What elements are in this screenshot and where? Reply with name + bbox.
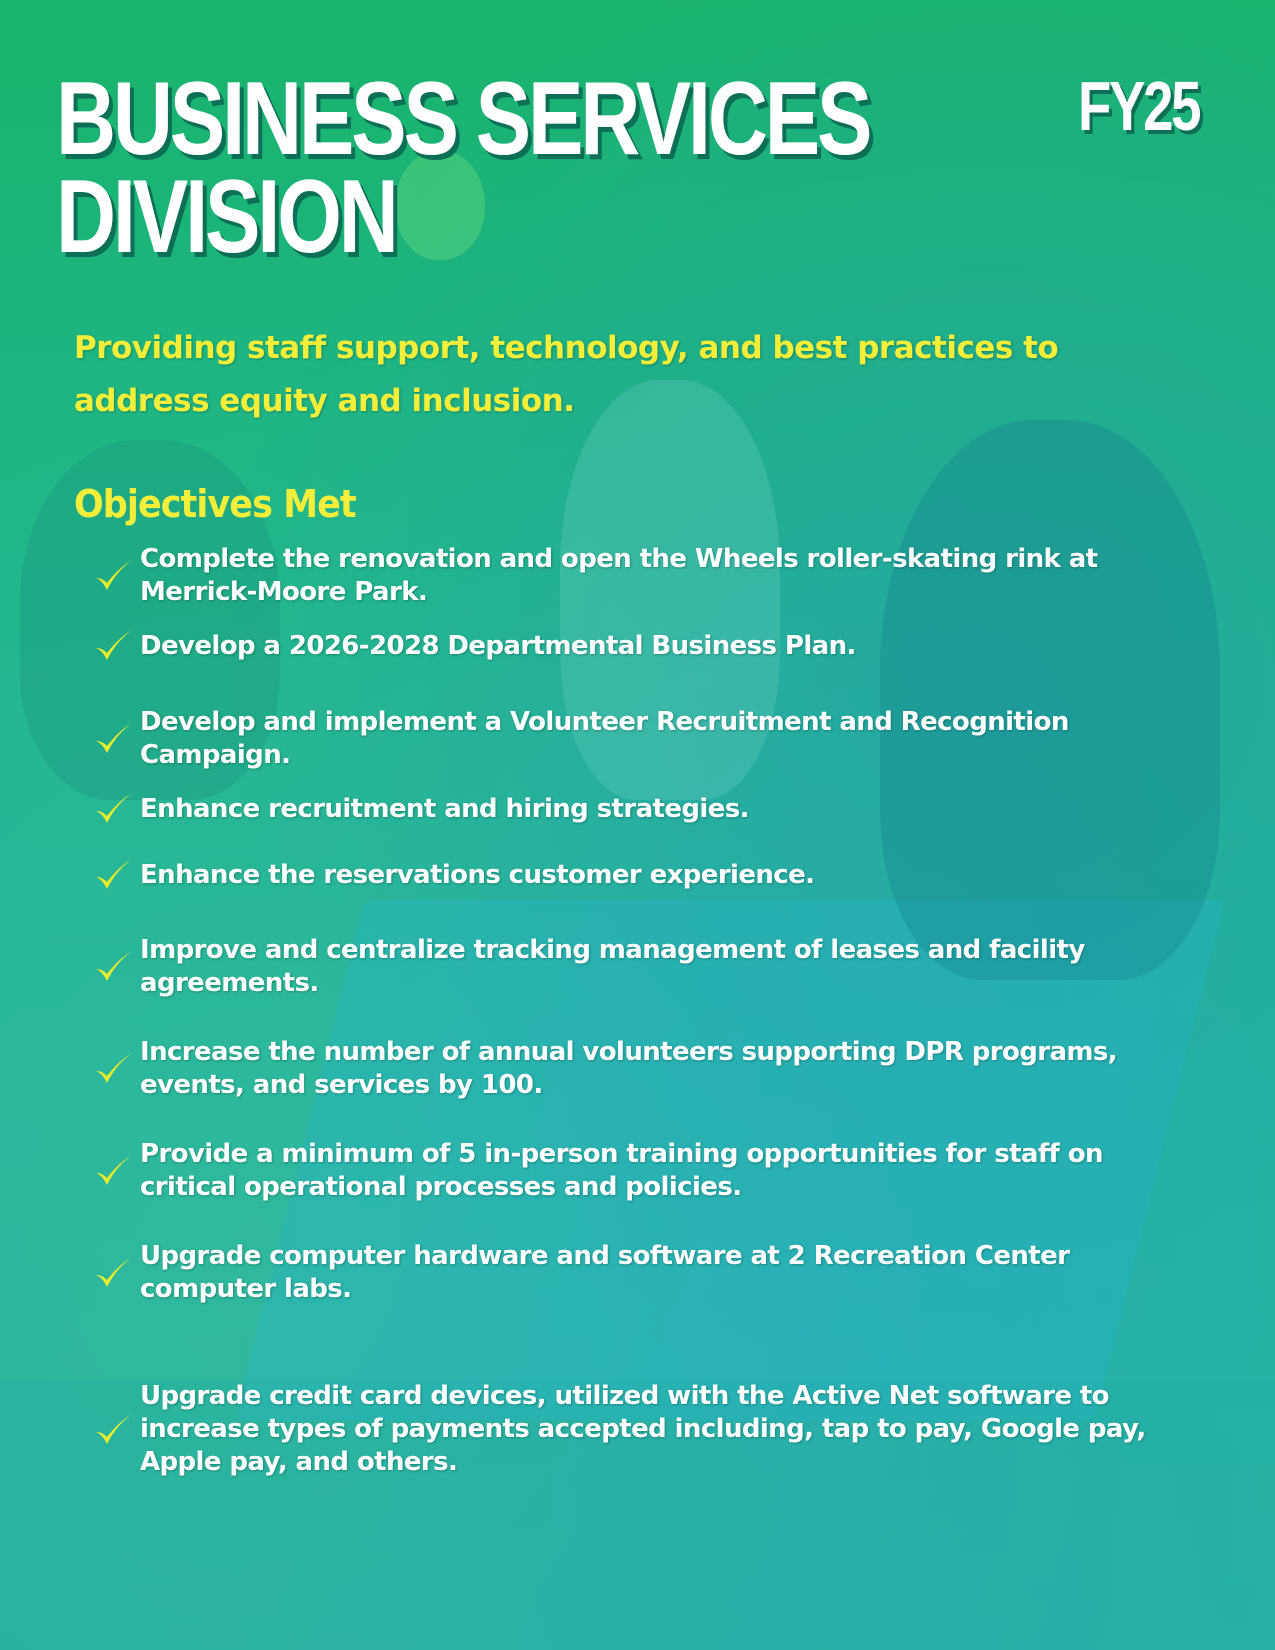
objective-line: critical operational processes and policies.: [140, 1172, 742, 1202]
tagline-line: address equity and inclusion.: [74, 383, 575, 419]
objective-item: [92, 624, 1252, 668]
objective-item: [92, 1138, 1252, 1204]
checkmark-icon: [92, 717, 136, 761]
objective-line: increase types of payments accepted including, tap to pay, Google pay,: [140, 1414, 1146, 1444]
checkmark-icon: [92, 1047, 136, 1091]
checkmark-icon: [92, 853, 136, 897]
objective-text: [140, 1138, 1230, 1204]
checkmark-icon: [92, 554, 136, 598]
objective-item: [92, 853, 1252, 897]
objective-item: [92, 1380, 1252, 1479]
tagline-line: Providing staff support, technology, and best practices to: [74, 330, 1059, 366]
objective-line: Merrick-Moore Park.: [140, 577, 428, 607]
fiscal-year-label: FY25: [1078, 67, 1200, 145]
objective-line: Upgrade computer hardware and software at 2 Recreation Center: [140, 1241, 1070, 1271]
objective-line: Develop and implement a Volunteer Recruitment and Recognition: [140, 707, 1069, 737]
objective-item: [92, 1036, 1252, 1102]
objective-line: Campaign.: [140, 740, 291, 770]
objective-line: agreements.: [140, 968, 319, 998]
objective-line: Enhance the reservations customer experience.: [140, 859, 815, 890]
objective-line: computer labs.: [140, 1274, 352, 1304]
objective-text: [140, 630, 1230, 663]
checkmark-icon: [92, 787, 136, 831]
objective-text: [140, 793, 1230, 826]
objective-line: Complete the renovation and open the Wheels roller-skating rink at: [140, 544, 1098, 574]
objective-line: Improve and centralize tracking management of leases and facility: [140, 935, 1085, 965]
objective-line: Apple pay, and others.: [140, 1447, 458, 1477]
objective-text: [140, 543, 1230, 609]
checkmark-icon: [92, 624, 136, 668]
objective-text: [140, 706, 1230, 772]
checkmark-icon: [92, 1408, 136, 1452]
objective-item: [92, 934, 1252, 1000]
objective-item: [92, 787, 1252, 831]
objective-text: [140, 1380, 1230, 1479]
checkmark-icon: [92, 1149, 136, 1193]
objectives-heading: Objectives Met: [74, 482, 356, 526]
objective-text: [140, 934, 1230, 1000]
checkmark-icon: [92, 945, 136, 989]
objective-text: [140, 1036, 1230, 1102]
objective-text: [140, 859, 1230, 892]
objective-line: events, and services by 100.: [140, 1070, 543, 1100]
checkmark-icon: [92, 1251, 136, 1295]
objective-item: [92, 543, 1252, 609]
objective-line: Provide a minimum of 5 in-person training opportunities for staff on: [140, 1139, 1103, 1169]
page-title: [56, 61, 870, 275]
objective-text: [140, 1240, 1230, 1306]
objective-line: Upgrade credit card devices, utilized with the Active Net software to: [140, 1381, 1109, 1411]
objective-item: [92, 706, 1252, 772]
division-tagline: [74, 322, 1204, 428]
objective-line: Enhance recruitment and hiring strategies.: [140, 793, 749, 824]
objective-item: [92, 1240, 1252, 1306]
page-title-line: DIVISION: [56, 159, 396, 275]
objective-line: Increase the number of annual volunteers supporting DPR programs,: [140, 1037, 1118, 1067]
objective-line: Develop a 2026-2028 Departmental Business Plan.: [140, 630, 856, 661]
page-title-line: BUSINESS SERVICES: [56, 61, 870, 177]
